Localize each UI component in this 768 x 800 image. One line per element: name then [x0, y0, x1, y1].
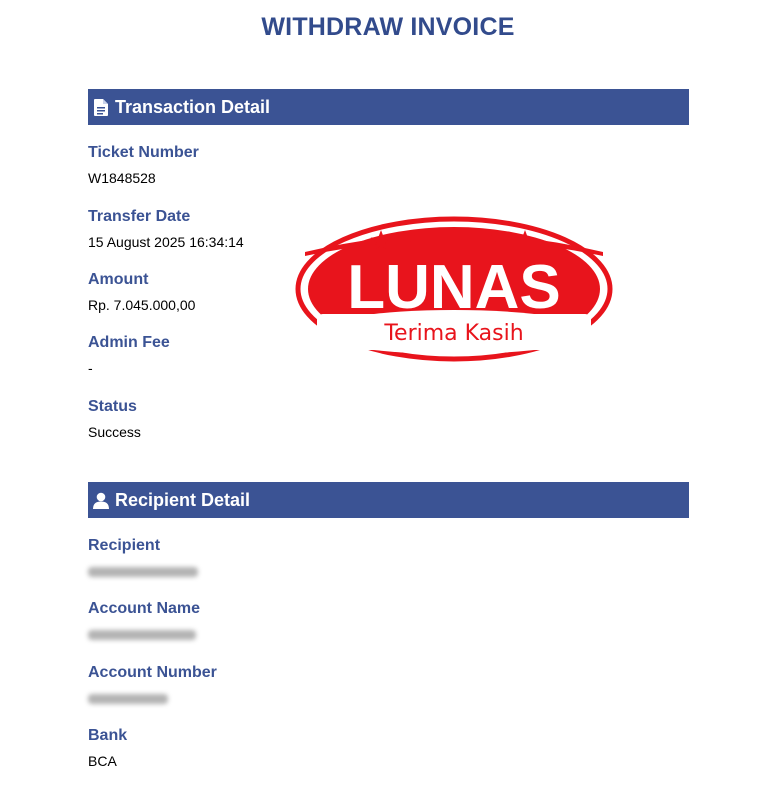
ticket-number-label: Ticket Number	[88, 144, 199, 161]
transaction-detail-header	[88, 89, 689, 125]
amount-value: Rp. 7.045.000,00	[88, 297, 196, 313]
ticket-number-field	[88, 144, 199, 186]
recipient-detail-header	[88, 482, 689, 518]
amount-field	[88, 271, 195, 313]
admin-fee-label: Admin Fee	[88, 334, 170, 351]
lunas-stamp	[295, 216, 613, 367]
transfer-date-field	[88, 208, 244, 250]
account-name-field	[88, 600, 200, 643]
ticket-number-value: W1848528	[88, 170, 156, 186]
admin-fee-field	[88, 334, 170, 376]
transfer-date-value: 15 August 2025 16:34:14	[88, 234, 244, 250]
account-name-label: Account Name	[88, 600, 201, 617]
recipient-value-wrap	[88, 563, 198, 580]
transfer-date-label: Transfer Date	[88, 208, 191, 225]
account-name-value-wrap	[88, 626, 200, 643]
account-number-value-redacted	[88, 694, 168, 704]
stamp-sub-text: Terima Kasih	[384, 321, 524, 346]
recipient-value-redacted	[88, 567, 198, 577]
recipient-label: Recipient	[88, 537, 161, 554]
bank-value: BCA	[88, 753, 117, 769]
user-icon	[92, 490, 110, 510]
stamp-main-text: LUNAS	[347, 253, 561, 322]
document-icon	[92, 97, 110, 117]
status-field	[88, 398, 141, 440]
account-number-field	[88, 664, 217, 707]
bank-field	[88, 727, 127, 769]
account-number-value-wrap	[88, 690, 217, 707]
transaction-detail-title: Transaction Detail	[115, 96, 271, 117]
status-label: Status	[88, 398, 137, 415]
bank-label: Bank	[88, 727, 128, 744]
status-value: Success	[88, 424, 141, 440]
account-number-label: Account Number	[88, 664, 217, 681]
amount-label: Amount	[88, 271, 149, 288]
recipient-detail-title: Recipient Detail	[115, 489, 251, 510]
admin-fee-value: -	[88, 360, 93, 376]
page-title: WITHDRAW INVOICE	[261, 13, 515, 41]
account-name-value-redacted	[88, 630, 196, 640]
recipient-field	[88, 537, 198, 580]
